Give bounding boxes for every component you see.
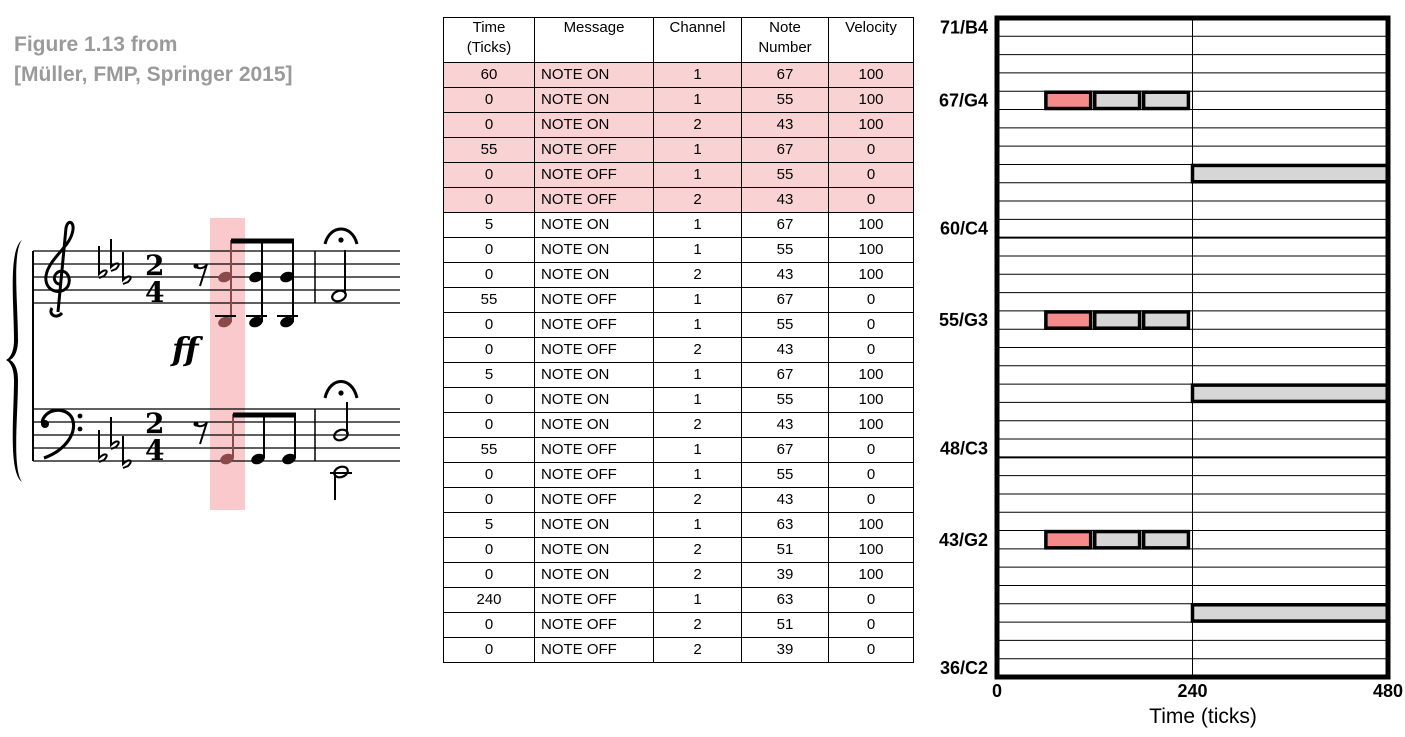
- cell-time: 0: [444, 613, 535, 638]
- cell-message: NOTE ON: [535, 263, 654, 288]
- cell-velocity: 0: [829, 288, 914, 313]
- caption-line-1: Figure 1.13 from: [14, 33, 178, 56]
- cell-channel: 1: [654, 213, 742, 238]
- table-row: [444, 63, 914, 88]
- treble-half-note-fermata: [325, 229, 357, 303]
- cell-velocity: 0: [829, 338, 914, 363]
- cell-time: 5: [444, 513, 535, 538]
- x-tick-label: 480: [1372, 681, 1404, 701]
- cell-time: 55: [444, 288, 535, 313]
- cell-channel: 1: [654, 363, 742, 388]
- cell-note-number: 67: [742, 288, 829, 313]
- treble-time-sig-top: 2: [145, 249, 165, 282]
- cell-message: NOTE OFF: [535, 613, 654, 638]
- cell-velocity: 100: [829, 88, 914, 113]
- cell-channel: 2: [654, 413, 742, 438]
- cell-message: NOTE ON: [535, 513, 654, 538]
- cell-message: NOTE OFF: [535, 338, 654, 363]
- cell-time: 0: [444, 113, 535, 138]
- cell-note-number: 67: [742, 363, 829, 388]
- treble-clef-icon: [46, 222, 73, 316]
- pitch-label: 43/G2: [938, 529, 988, 550]
- note-bar: [1193, 605, 1389, 621]
- cell-channel: 1: [654, 513, 742, 538]
- cell-velocity: 0: [829, 438, 914, 463]
- table-body: [444, 63, 914, 663]
- x-tick-labels: [992, 681, 1403, 701]
- note-bar: [1193, 385, 1389, 401]
- cell-note-number: 39: [742, 638, 829, 663]
- cell-note-number: 67: [742, 63, 829, 88]
- pitch-label: 67/G4: [938, 90, 988, 111]
- cell-note-number: 55: [742, 238, 829, 263]
- table-row: [444, 588, 914, 613]
- bass-clef-icon: [41, 410, 82, 458]
- cell-velocity: 0: [829, 638, 914, 663]
- cell-time: 0: [444, 313, 535, 338]
- cell-velocity: 0: [829, 588, 914, 613]
- cell-velocity: 0: [829, 313, 914, 338]
- cell-time: 0: [444, 563, 535, 588]
- cell-note-number: 55: [742, 313, 829, 338]
- cell-message: NOTE ON: [535, 63, 654, 88]
- x-axis-label: Time (ticks): [1149, 705, 1257, 728]
- x-tick-label: 0: [991, 681, 1003, 701]
- cell-velocity: 0: [829, 188, 914, 213]
- pitch-label: 36/C2: [939, 658, 988, 678]
- table-row: [444, 113, 914, 138]
- treble-time-sig-bottom: 4: [145, 276, 165, 309]
- cell-note-number: 67: [742, 138, 829, 163]
- cell-message: NOTE ON: [535, 238, 654, 263]
- cell-time: 0: [444, 388, 535, 413]
- cell-note-number: 67: [742, 438, 829, 463]
- cell-velocity: 100: [829, 213, 914, 238]
- cell-velocity: 100: [829, 513, 914, 538]
- note-bar: [1144, 532, 1189, 548]
- piano-roll: [920, 10, 1405, 735]
- note-bar: [1144, 312, 1189, 328]
- cell-channel: 2: [654, 563, 742, 588]
- cell-note-number: 55: [742, 463, 829, 488]
- music-score: [0, 210, 410, 520]
- table-row: [444, 638, 914, 663]
- cell-note-number: 55: [742, 388, 829, 413]
- cell-note-number: 67: [742, 213, 829, 238]
- cell-time: 0: [444, 413, 535, 438]
- table-row: [444, 338, 914, 363]
- table-row: [444, 238, 914, 263]
- cell-velocity: 0: [829, 613, 914, 638]
- cell-note-number: 63: [742, 588, 829, 613]
- cell-time: 0: [444, 88, 535, 113]
- cell-velocity: 100: [829, 238, 914, 263]
- grand-staff-brace: [6, 240, 22, 482]
- cell-channel: 2: [654, 188, 742, 213]
- cell-message: NOTE OFF: [535, 313, 654, 338]
- table-row: [444, 313, 914, 338]
- cell-time: 0: [444, 538, 535, 563]
- cell-channel: 1: [654, 63, 742, 88]
- cell-message: NOTE ON: [535, 363, 654, 388]
- cell-velocity: 100: [829, 113, 914, 138]
- x-tick-label: 240: [1177, 681, 1208, 701]
- pitch-label: 55/G3: [938, 310, 988, 331]
- cell-message: NOTE ON: [535, 213, 654, 238]
- piano-roll-notes: [1046, 92, 1388, 621]
- table-row: [444, 138, 914, 163]
- cell-channel: 1: [654, 438, 742, 463]
- cell-note-number: 55: [742, 163, 829, 188]
- cell-note-number: 43: [742, 263, 829, 288]
- cell-note-number: 43: [742, 413, 829, 438]
- table-row: [444, 163, 914, 188]
- cell-channel: 2: [654, 263, 742, 288]
- cell-channel: 2: [654, 113, 742, 138]
- cell-time: 5: [444, 363, 535, 388]
- score-highlight-band: [210, 218, 245, 510]
- cell-velocity: 0: [829, 463, 914, 488]
- cell-channel: 1: [654, 163, 742, 188]
- cell-message: NOTE ON: [535, 413, 654, 438]
- cell-channel: 2: [654, 338, 742, 363]
- table-row: [444, 513, 914, 538]
- dynamic-marking: ff: [172, 330, 199, 368]
- cell-channel: 1: [654, 138, 742, 163]
- cell-velocity: 100: [829, 388, 914, 413]
- cell-message: NOTE OFF: [535, 438, 654, 463]
- cell-channel: 2: [654, 538, 742, 563]
- cell-channel: 2: [654, 488, 742, 513]
- cell-note-number: 43: [742, 188, 829, 213]
- cell-time: 0: [444, 488, 535, 513]
- bass-time-sig-top: 2: [145, 407, 165, 440]
- highlighted-note-bar: [1046, 92, 1091, 108]
- cell-time: 0: [444, 263, 535, 288]
- cell-note-number: 55: [742, 88, 829, 113]
- pitch-label: 60/C4: [939, 218, 988, 239]
- cell-note-number: 43: [742, 488, 829, 513]
- cell-message: NOTE ON: [535, 538, 654, 563]
- cell-channel: 1: [654, 88, 742, 113]
- cell-note-number: 63: [742, 513, 829, 538]
- bass-time-sig-bottom: 4: [145, 434, 165, 467]
- table-row: [444, 613, 914, 638]
- cell-velocity: 0: [829, 488, 914, 513]
- cell-message: NOTE ON: [535, 88, 654, 113]
- table-row: [444, 388, 914, 413]
- cell-channel: 2: [654, 613, 742, 638]
- table-row: [444, 213, 914, 238]
- cell-time: 240: [444, 588, 535, 613]
- bass-half-note-fermata: [325, 382, 357, 501]
- cell-velocity: 100: [829, 413, 914, 438]
- cell-message: NOTE OFF: [535, 288, 654, 313]
- cell-time: 0: [444, 463, 535, 488]
- cell-time: 5: [444, 213, 535, 238]
- caption-line-2: [Müller, FMP, Springer 2015]: [14, 63, 293, 86]
- cell-note-number: 51: [742, 538, 829, 563]
- table-row: [444, 263, 914, 288]
- cell-message: NOTE OFF: [535, 138, 654, 163]
- table-row: [444, 438, 914, 463]
- cell-note-number: 39: [742, 563, 829, 588]
- table-row: [444, 463, 914, 488]
- column-header-message: Message: [535, 18, 654, 63]
- cell-time: 0: [444, 188, 535, 213]
- cell-velocity: 100: [829, 563, 914, 588]
- table-header-row: [444, 18, 914, 63]
- column-header-velocity: Velocity: [829, 18, 914, 63]
- cell-time: 60: [444, 63, 535, 88]
- midi-event-table: [443, 17, 914, 663]
- note-bar: [1095, 532, 1140, 548]
- cell-channel: 1: [654, 313, 742, 338]
- table-row: [444, 88, 914, 113]
- column-header-channel: Channel: [654, 18, 742, 63]
- cell-channel: 1: [654, 463, 742, 488]
- cell-time: 0: [444, 238, 535, 263]
- piano-roll-grid: [997, 18, 1388, 677]
- note-bar: [1193, 165, 1389, 181]
- cell-message: NOTE OFF: [535, 488, 654, 513]
- column-header-time: Time (Ticks): [444, 18, 535, 63]
- cell-channel: 1: [654, 238, 742, 263]
- cell-note-number: 51: [742, 613, 829, 638]
- highlighted-note-bar: [1046, 532, 1091, 548]
- cell-time: 55: [444, 438, 535, 463]
- cell-channel: 2: [654, 638, 742, 663]
- cell-velocity: 100: [829, 363, 914, 388]
- cell-velocity: 100: [829, 263, 914, 288]
- table-row: [444, 413, 914, 438]
- pitch-labels: [939, 17, 988, 678]
- table-row: [444, 288, 914, 313]
- table-row: [444, 363, 914, 388]
- cell-message: NOTE OFF: [535, 463, 654, 488]
- cell-message: NOTE ON: [535, 563, 654, 588]
- pitch-label: 48/C3: [939, 438, 988, 459]
- cell-note-number: 43: [742, 113, 829, 138]
- cell-note-number: 43: [742, 338, 829, 363]
- note-bar: [1095, 92, 1140, 108]
- cell-velocity: 100: [829, 63, 914, 88]
- column-header-note-number: Note Number: [742, 18, 829, 63]
- cell-channel: 1: [654, 388, 742, 413]
- table-row: [444, 188, 914, 213]
- cell-time: 0: [444, 163, 535, 188]
- cell-channel: 1: [654, 588, 742, 613]
- figure-caption: [14, 30, 293, 90]
- table-row: [444, 488, 914, 513]
- note-bar: [1095, 312, 1140, 328]
- cell-velocity: 100: [829, 538, 914, 563]
- cell-time: 0: [444, 338, 535, 363]
- cell-message: NOTE OFF: [535, 588, 654, 613]
- cell-velocity: 0: [829, 138, 914, 163]
- cell-message: NOTE ON: [535, 388, 654, 413]
- pitch-label: 71/B4: [939, 17, 988, 38]
- cell-message: NOTE OFF: [535, 638, 654, 663]
- cell-channel: 1: [654, 288, 742, 313]
- highlighted-note-bar: [1046, 312, 1091, 328]
- cell-message: NOTE OFF: [535, 163, 654, 188]
- cell-velocity: 0: [829, 163, 914, 188]
- note-bar: [1144, 92, 1189, 108]
- cell-message: NOTE ON: [535, 113, 654, 138]
- cell-message: NOTE OFF: [535, 188, 654, 213]
- table-row: [444, 563, 914, 588]
- cell-time: 55: [444, 138, 535, 163]
- table-row: [444, 538, 914, 563]
- cell-time: 0: [444, 638, 535, 663]
